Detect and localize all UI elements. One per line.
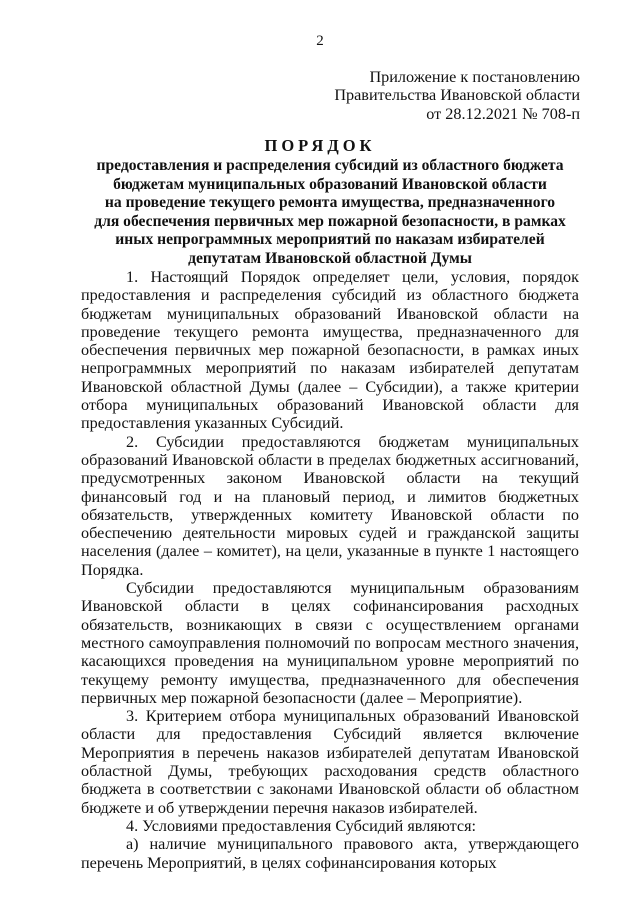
subtitle-line-6: депутатам Ивановской областной Думы: [188, 249, 472, 267]
document-title: ПОРЯДОК: [264, 136, 376, 155]
appendix-line-1: Приложение к постановлению: [369, 68, 580, 86]
paragraph-2: 2. Субсидии предоставляются бюджетам муниципальных образований Ивановской области в пределах бюджетных ассигнований, предусмотренных законом Ивановской области на текущий финансовый год и на плановый период, и лимитов бюджетных обязательств, утвержденных комитету Ивановской области по обеспечению деятельности мировых судей и гражданской защиты населения (далее – комитет), на цели, указанные в пункте 1 настоящего Порядка.: [81, 432, 579, 579]
subtitle-line-4: для обеспечения первичных мер пожарной безопасности, в рамках: [94, 212, 566, 230]
subtitle-line-1: предоставления и распределения субсидий из областного бюджета: [96, 157, 564, 174]
appendix-note: [260, 68, 580, 123]
appendix-line-2: Правительства Ивановской области: [334, 86, 580, 105]
subtitle-line-5: иных непрограммных мероприятий по наказам избирателей: [115, 231, 545, 248]
document-body: [81, 268, 579, 872]
paragraph-5: 4. Условиями предоставления Субсидий являются:: [126, 816, 477, 835]
subtitle-line-3: на проведение текущего ремонта имущества, предназначенного: [104, 194, 556, 211]
page-number: 2: [316, 33, 324, 49]
paragraph-3: Субсидии предоставляются муниципальным образованиям Ивановской области в целях софинансирования расходных обязательств, возникающих в связи с осуществлением органами местного самоуправления полномочий по вопросам местного значения, касающихся проведения на муниципальном уровне мероприятий по текущему ремонту имущества, предназначенного для обеспечения первичных мер пожарной безопасности (далее – Мероприятие).: [81, 579, 579, 707]
document-subtitle: [90, 157, 570, 268]
subtitle-line-2: бюджетам муниципальных образований Ивановской области: [113, 175, 547, 193]
paragraph-6: а) наличие муниципального правового акта, утверждающего перечень Мероприятий, в целях софинансирования которых: [81, 835, 579, 872]
paragraph-4: 3. Критерием отбора муниципальных образований Ивановской области для предоставления Субсидий является включение Мероприятия в перечень наказов избирателей депутатам Ивановской областной Думы, требующих расходования средств областного бюджета в соответствии с законами Ивановской области об областном бюджете и об утверждении перечня наказов избирателей.: [81, 707, 579, 817]
paragraph-1: 1. Настоящий Порядок определяет цели, условия, порядок предоставления и распределения субсидий из областного бюджета бюджетам муниципальных образований Ивановской области на проведение текущего ремонта имущества, предназначенного для обеспечения первичных мер пожарной безопасности, в рамках иных непрограммных мероприятий по наказам избирателей депутатам Ивановской областной Думы (далее – Субсидии), а также критерии отбора муниципальных образований Ивановской области для предоставления указанных Субсидий.: [81, 268, 579, 433]
appendix-line-3: от 28.12.2021 № 708-п: [426, 104, 580, 123]
